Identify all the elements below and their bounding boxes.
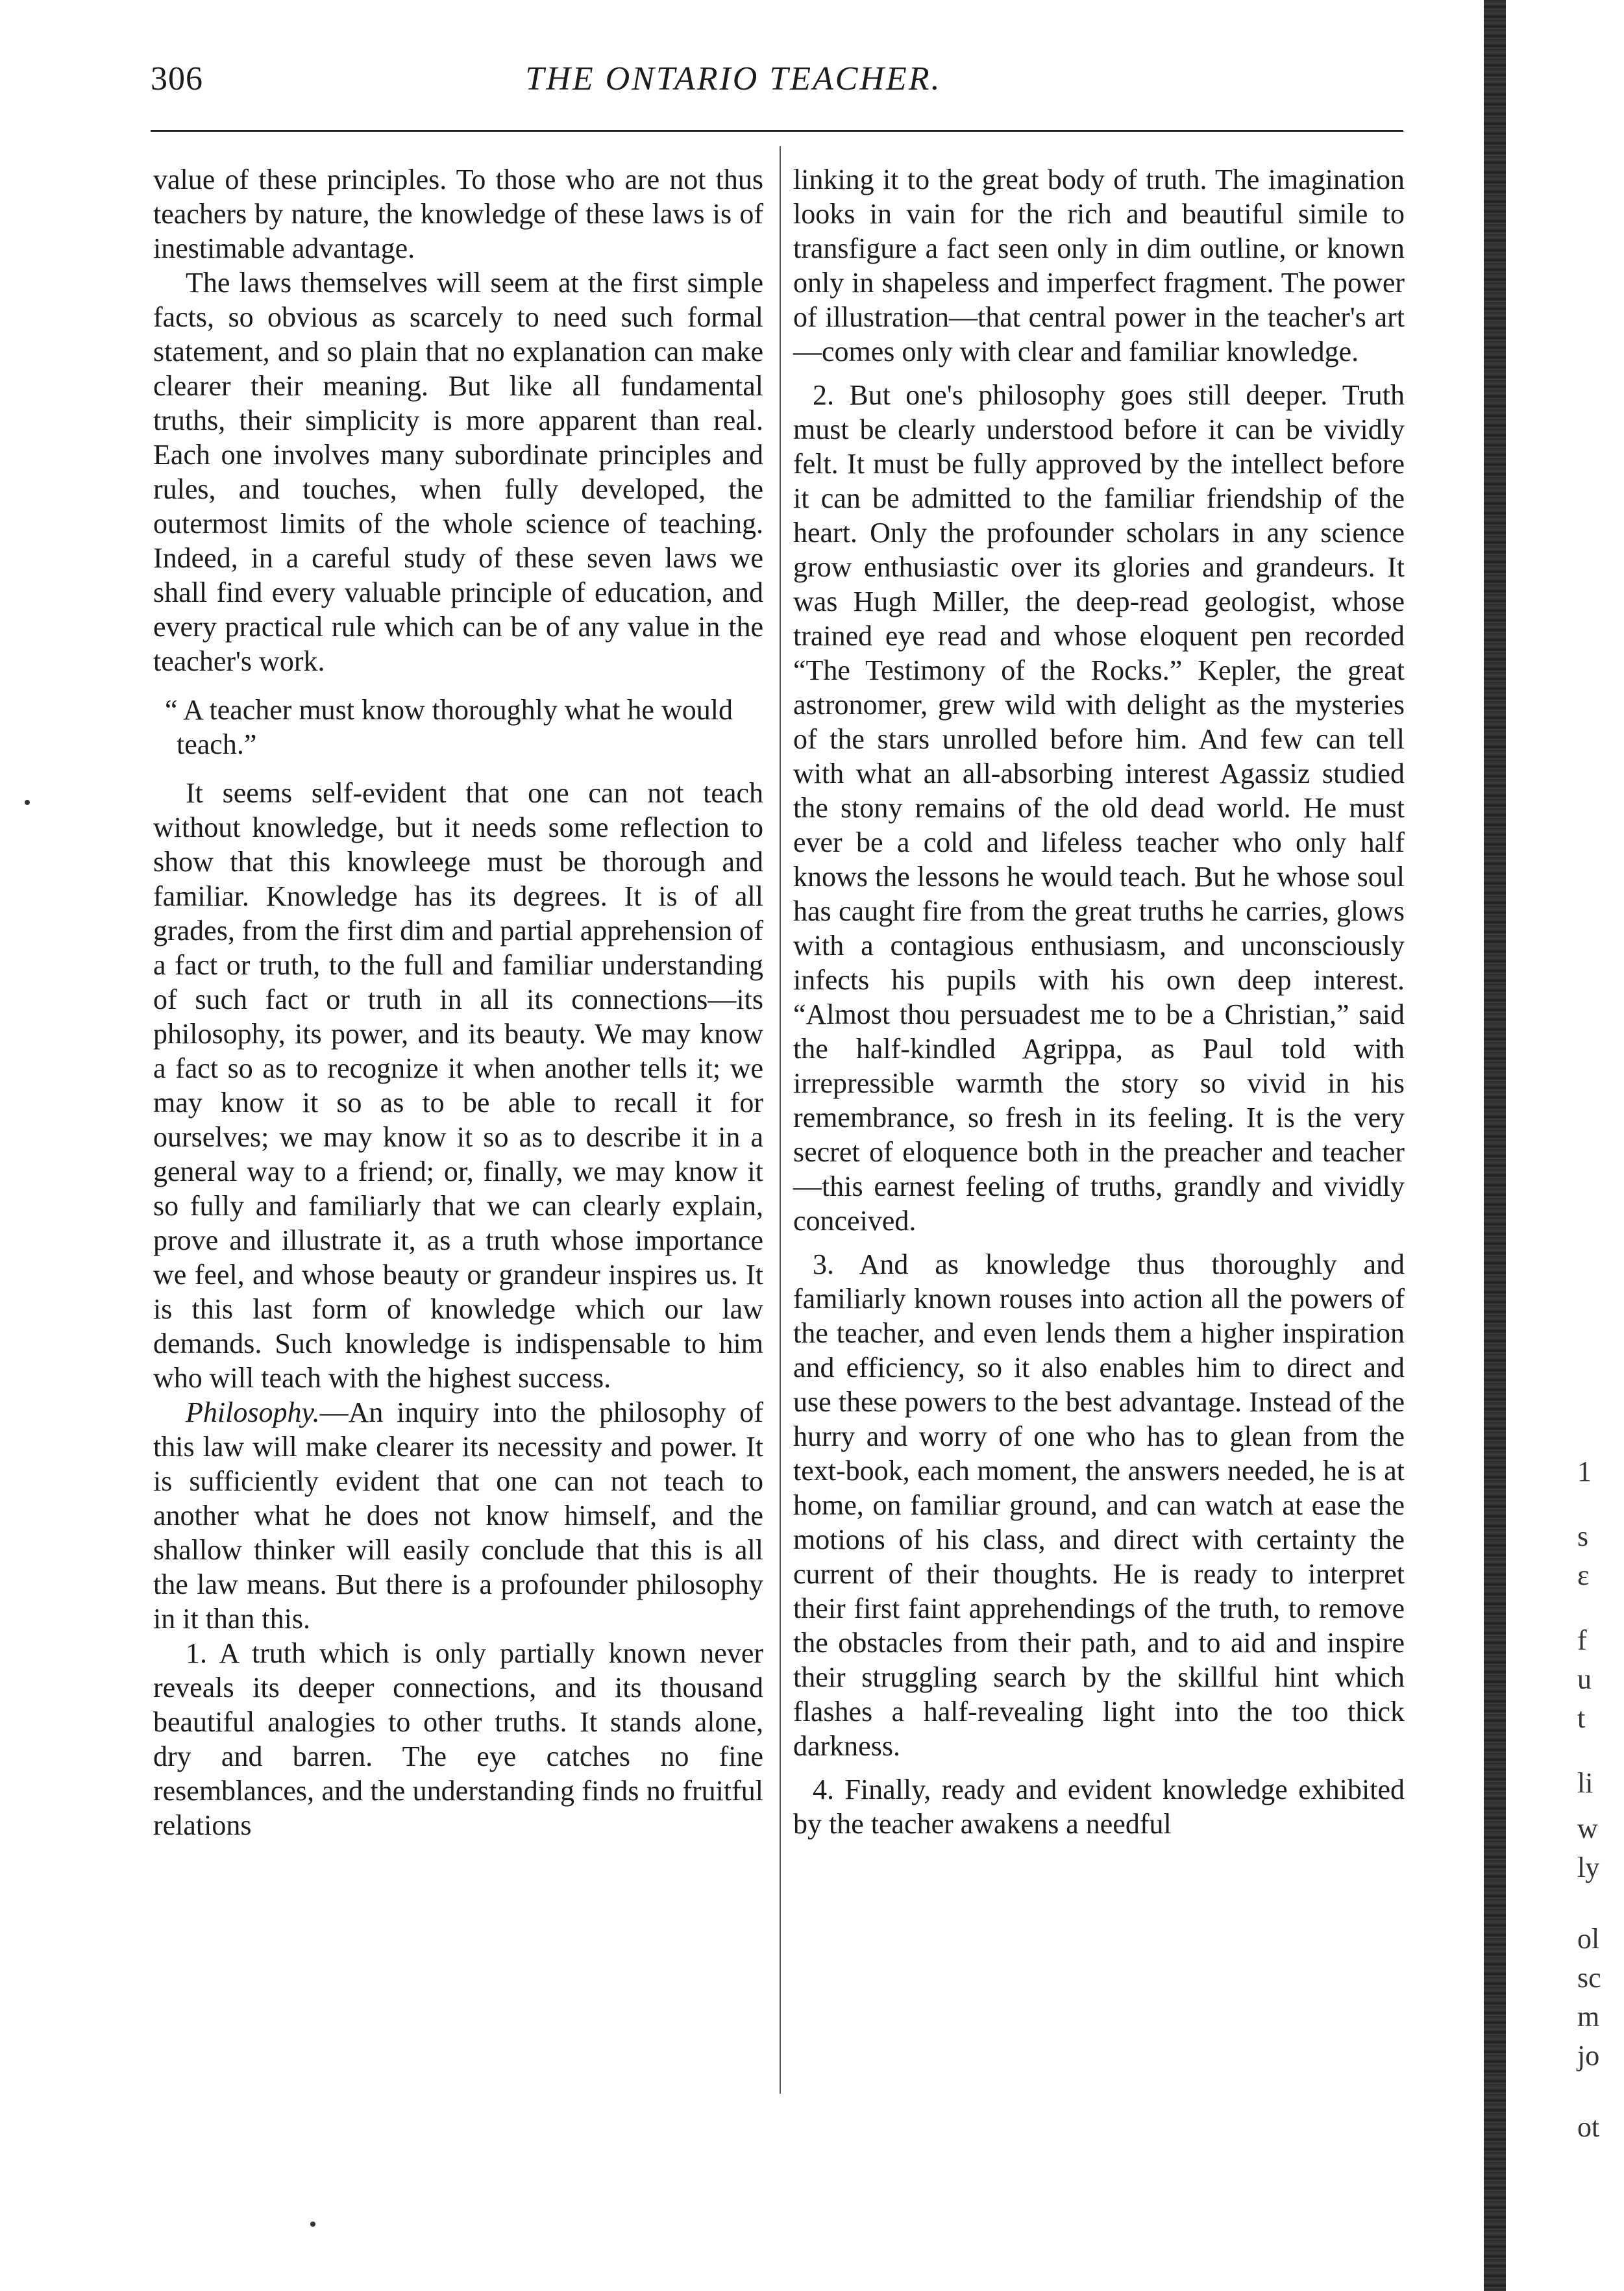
philosophy-heading: Philosophy. [186, 1396, 320, 1428]
binding-edge [1484, 0, 1506, 2291]
margin-fragment: ly [1577, 1851, 1600, 1883]
left-paragraph-2: The laws themselves will seem at the first simple facts, so obvious as scarcely to need such formal statement, and so plain that no explanation can make clearer their meaning. But like all fundamental truths, their simplicity is more apparent than real. Each one involves many subordinate principles and rules, and touches, when fully developed, the outermost limits of the whole science of teaching. Indeed, in a careful study of these seven laws we shall find every valuable principle of education, and every practical rule which can be of any value in the teacher's work. [153, 267, 763, 677]
column-divider [780, 146, 781, 2094]
left-column [153, 162, 763, 1842]
page-number: 306 [151, 60, 203, 97]
stray-dot [25, 800, 30, 805]
stray-dot [310, 2222, 315, 2227]
header-rule [151, 130, 1403, 132]
margin-fragment: f [1577, 1624, 1587, 1656]
left-paragraph-3: It seems self-evident that one can not teach without knowledge, but it needs some reflection to show that this knowleege must be thorough and familiar. Knowledge has its degrees. It is of all grades, from the first dim and partial apprehension of a fact or truth, to the full and familiar understanding of such fact or truth in all its connections—its philosophy, its power, and its beauty. We may know a fact so as to recognize it when another tells it; we may know it so as to be able to recall it for ourselves; we may know it so as to describe it in a general way to a friend; or, finally, we may know it so fully and familiarly that we can clearly explain, prove and illustrate it, as a truth whose importance we feel, and whose beauty or grandeur inspires us. It is this last form of knowledge which our law demands. Such knowledge is indispensable to him who will teach with the highest success. [153, 777, 763, 1394]
margin-fragment: jo [1577, 2040, 1600, 2072]
margin-fragment: 1 [1577, 1455, 1592, 1487]
margin-fragment: s [1577, 1520, 1589, 1552]
running-title: THE ONTARIO TEACHER. [525, 60, 942, 97]
left-paragraph-1: value of these principles. To those who are not thus teachers by nature, the knowledge of these laws is of inestimable advantage. [153, 164, 763, 264]
left-paragraph-5: 1. A truth which is only partially known never reveals its deeper connections, and its thousand beautiful analogies to other truths. It stands alone, dry and barren. The eye catches no fine resemblances, and the understanding finds no fruitful relations [153, 1637, 763, 1841]
philosophy-text: —An inquiry into the philosophy of this law will make clearer its necessity and power. It is sufficiently evident that one can not teach to another what he does not know himself, and the shallow thinker will easily conclude that this is all the law means. But there is a profounder philosophy in it than this. [153, 1396, 763, 1635]
margin-fragment: ol [1577, 1923, 1600, 1955]
margin-fragment: li [1577, 1767, 1593, 1799]
right-paragraph-3: 3. And as knowledge thus thoroughly and familiarly known rouses into action all the powers of the teacher, and even lends them a higher inspiration and efficiency, so it also enables him to direct and use these powers to the best advantage. Instead of the hurry and worry of one who has to glean from the text-book, each moment, the answers needed, he is at home, on familiar ground, and can watch at ease the motions of his class, and direct with certainty the current of their thoughts. He is ready to interpret their first faint apprehendings of the truth, to remove the obstacles from their path, and to aid and inspire their struggling search by the skillful hint which flashes a half-revealing light into the too thick darkness. [793, 1248, 1405, 1762]
margin-fragment: sc [1577, 1962, 1601, 1994]
margin-fragment: ε [1577, 1559, 1590, 1591]
right-paragraph-2: 2. But one's philosophy goes still deeper. Truth must be clearly understood before it can be vividly felt. It must be fully approved by the intellect before it can be admitted to the familiar friendship of the heart. Only the profounder scholars in any science grow enthusiastic over its glories and grandeurs. It was Hugh Miller, the deep-read geologist, whose trained eye read and whose eloquent pen recorded “The Testimony of the Rocks.” Kepler, the great astronomer, grew wild with delight as the mysteries of the stars unrolled before him. And few can tell with what an all-absorbing interest Agassiz studied the stony remains of the old dead world. He must ever be a cold and lifeless teacher who only half knows the lessons he would teach. But he whose soul has caught fire from the great truths he carries, glows with a contagious enthusiasm, and unconsciously infects his pupils with his own deep interest. “Almost thou persuadest me to be a Christian,” said the half-kindled Agrippa, as Paul told with irrepressible warmth the story so vivid in his remembrance, so fresh in its feeling. It is the very secret of eloquence both in the preacher and teacher—this earnest feeling of truths, grandly and vividly conceived. [793, 379, 1405, 1237]
right-paragraph-1: linking it to the great body of truth. The imagination looks in vain for the rich and beautiful simile to transfigure a fact seen only in dim outline, or known only in shapeless and imperfect fragment. The power of illustration—that central power in the teacher's art—comes only with clear and familiar knowledge. [793, 164, 1405, 367]
margin-fragment: u [1577, 1663, 1592, 1695]
right-column [793, 162, 1405, 1850]
margin-fragment: w [1577, 1813, 1598, 1844]
margin-fragment: t [1577, 1702, 1586, 1734]
margin-fragment: ot [1577, 2111, 1600, 2143]
philosophy-paragraph [153, 1395, 763, 1636]
right-paragraph-4: 4. Finally, ready and evident knowledge exhibited by the teacher awakens a needful [793, 1774, 1405, 1840]
law-quotation: “ A teacher must know thoroughly what he would teach.” [165, 694, 733, 760]
margin-fragment: m [1577, 2001, 1600, 2033]
